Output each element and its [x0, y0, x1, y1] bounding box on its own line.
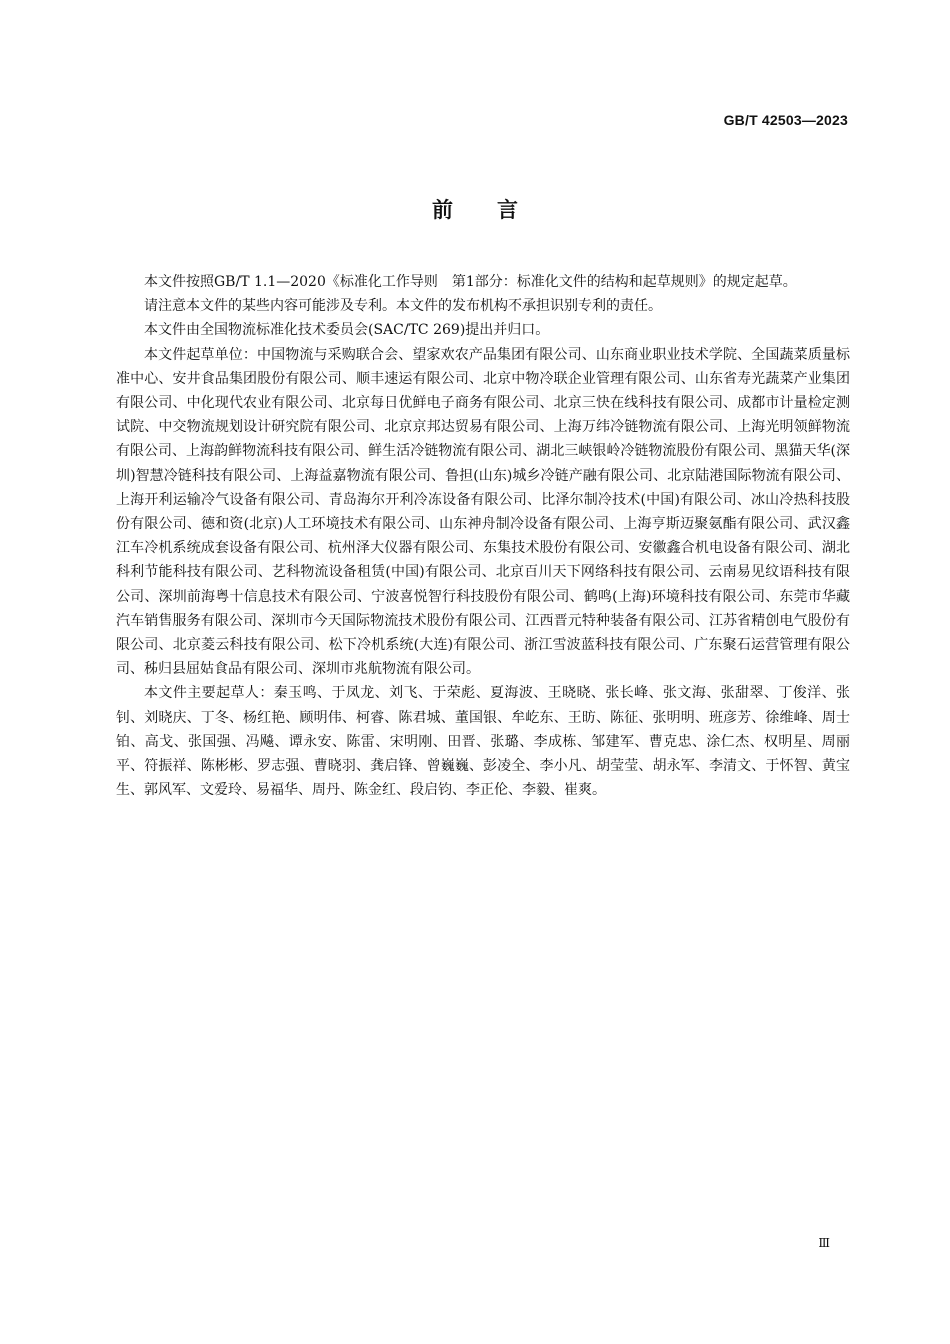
paragraph-main-drafters: 本文件主要起草人：秦玉鸣、于凤龙、刘飞、于荣彪、夏海波、王晓晓、张长峰、张文海、张甜翠、丁俊洋、张钊、刘晓庆、丁冬、杨红艳、顾明伟、柯睿、陈君城、董国银、牟屹东、王昉、陈征、张明明、班彦芳、徐维峰、周士铂、高戈、张国强、冯飚、谭永安、陈雷、宋明刚、田晋、张璐、李成栋、邹建军、曹克忠、涂仁杰、权明星、周丽平、符振祥、陈彬彬、罗志强、曹晓羽、龚启锋、曾巍巍、彭凌全、李小凡、胡莹莹、胡永军、李清文、于怀智、黄宝生、郭风军、文爱玲、易福华、周丹、陈金红、段启钧、李正伦、李毅、崔爽。: [116, 685, 850, 799]
paragraph-drafting-units: 本文件起草单位：中国物流与采购联合会、望家欢农产品集团有限公司、山东商业职业技术学院、全国蔬菜质量标准中心、安井食品集团股份有限公司、顺丰速运有限公司、北京中物冷联企业管理有限公司、山东省寿光蔬菜产业集团有限公司、中化现代农业有限公司、北京每日优鲜电子商务有限公司、北京三快在线科技有限公司、成都市计量检定测试院、中交物流规划设计研究院有限公司、北京京邦达贸易有限公司、上海万纬冷链物流有限公司、上海光明领鲜物流有限公司、上海韵鲜物流科技有限公司、鲜生活冷链物流有限公司、湖北三峡银岭冷链物流股份有限公司、黑猫天华(深圳)智慧冷链科技有限公司、上海益嘉物流有限公司、鲁担(山东)城乡冷链产融有限公司、北京陆港国际物流有限公司、上海开利运输冷气设备有限公司、青岛海尔开利冷冻设备有限公司、比泽尔制冷技术(中国)有限公司、冰山冷热科技股份有限公司、德和资(北京)人工环境技术有限公司、山东神舟制冷设备有限公司、上海亨斯迈聚氨酯有限公司、武汉鑫江车冷机系统成套设备有限公司、杭州泽大仪器有限公司、东集技术股份有限公司、安徽鑫合机电设备有限公司、湖北科利节能科技有限公司、艺科物流设备租赁(中国)有限公司、北京百川天下网络科技有限公司、云南易见纹语科技有限公司、深圳前海粤十信息技术有限公司、宁波喜悦智行科技股份有限公司、鹤鸣(上海)环境科技有限公司、东莞市华藏汽车销售服务有限公司、深圳市今天国际物流技术股份有限公司、江西晋元特种装备有限公司、江苏省精创电气股份有限公司、北京菱云科技有限公司、松下冷机系统(大连)有限公司、浙江雪波蓝科技有限公司、广东聚石运营管理有限公司、秭归县屈姑食品有限公司、深圳市兆航物流有限公司。: [116, 346, 850, 678]
section-title: [0, 194, 950, 224]
paragraph-proposing-body: 本文件由全国物流标准化技术委员会(SAC/TC 269)提出并归口。: [144, 322, 550, 339]
foreword-body: [116, 270, 850, 802]
section-title-char-2: 言: [497, 198, 518, 222]
paragraph-drafting-rules: 本文件按照GB/T 1.1—2020《标准化工作导则 第1部分：标准化文件的结构和起草规则》的规定起草。: [144, 274, 797, 290]
standard-code: GB/T 42503—2023: [723, 112, 848, 128]
page-number: Ⅲ: [818, 1236, 830, 1250]
section-title-char-1: 前: [432, 198, 453, 222]
paragraph-patent-notice: 请注意本文件的某些内容可能涉及专利。本文件的发布机构不承担识别专利的责任。: [144, 298, 662, 315]
